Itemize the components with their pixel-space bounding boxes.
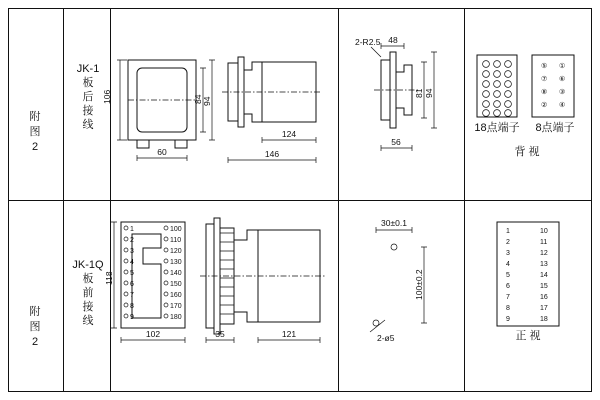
svg-text:8: 8 [506,305,510,312]
svg-text:6: 6 [506,283,510,290]
svg-text:17: 17 [540,305,548,312]
row2-sheet-label-line3: 2 [31,336,39,348]
svg-text:②: ② [541,102,548,109]
row2-model-line5: 线 [82,315,94,327]
svg-text:7: 7 [506,294,510,301]
row2-view-caption: 正 视 [515,330,541,342]
svg-text:12: 12 [540,250,548,257]
row2-sheet-label-line2: 图 [29,321,41,333]
svg-text:118: 118 [104,271,114,285]
row1-view-caption: 背 视 [514,146,540,158]
svg-text:56: 56 [391,137,401,147]
svg-text:81: 81 [414,88,424,98]
svg-text:9: 9 [130,314,134,321]
svg-text:①: ① [559,63,566,70]
svg-text:9: 9 [506,316,510,323]
svg-text:10: 10 [540,228,548,235]
svg-text:1: 1 [506,228,510,235]
svg-text:48: 48 [388,35,398,45]
svg-text:8: 8 [130,303,134,310]
svg-text:7: 7 [130,292,134,299]
row1-model-line2: 板 [82,77,94,89]
svg-text:6: 6 [130,281,134,288]
svg-text:84: 84 [193,94,203,104]
terminal-18-caption: 18点端子 [474,122,520,134]
svg-text:130: 130 [170,259,182,266]
svg-text:④: ④ [559,102,566,109]
svg-text:15: 15 [540,283,548,290]
svg-text:94: 94 [424,88,434,98]
svg-text:110: 110 [170,237,182,244]
svg-text:5: 5 [130,270,134,277]
svg-text:160: 160 [170,292,182,299]
svg-text:146: 146 [264,149,280,159]
svg-text:5: 5 [506,272,510,279]
svg-text:16: 16 [540,294,548,301]
svg-text:120: 120 [170,248,182,255]
svg-text:⑥: ⑥ [559,76,566,83]
svg-text:1: 1 [130,226,134,233]
row2-sheet-label-line1: 附 [29,306,41,318]
svg-text:94: 94 [202,96,212,106]
svg-text:13: 13 [540,261,548,268]
svg-text:60: 60 [157,147,167,157]
svg-text:106: 106 [102,89,112,104]
row2-model-line3: 前 [82,287,94,299]
svg-text:4: 4 [130,259,134,266]
svg-text:150: 150 [170,281,182,288]
svg-text:121: 121 [281,329,297,339]
row1-model-line5: 线 [82,119,94,131]
svg-text:4: 4 [506,261,510,268]
row1-model-line4: 接 [82,105,94,117]
row2-model-line4: 接 [82,301,94,313]
svg-text:⑤: ⑤ [541,63,548,70]
svg-text:30±0.1: 30±0.1 [381,218,407,228]
svg-text:100±0.2: 100±0.2 [414,269,424,300]
svg-text:14: 14 [540,272,548,279]
svg-text:100: 100 [170,226,182,233]
svg-text:124: 124 [281,129,297,139]
svg-text:140: 140 [170,270,182,277]
svg-text:180: 180 [170,314,182,321]
svg-text:⑧: ⑧ [541,89,548,96]
svg-text:⑦: ⑦ [541,76,548,83]
svg-text:2-R2.5: 2-R2.5 [355,37,381,47]
svg-text:2: 2 [506,239,510,246]
svg-text:③: ③ [559,89,566,96]
svg-text:170: 170 [170,303,182,310]
row1-sheet-label-line2: 图 [29,126,41,138]
row1-sheet-label-line3: 2 [31,141,39,153]
svg-text:35: 35 [215,329,225,339]
row1-model-name: JK-1 [76,63,100,75]
svg-text:2: 2 [130,237,134,244]
row2-side-view [200,218,326,343]
svg-text:3: 3 [506,250,510,257]
row2-front-view [104,222,185,343]
svg-text:3: 3 [130,248,134,255]
row1-model-line3: 后 [82,91,94,103]
row2-model-name: JK-1Q [72,259,104,271]
svg-text:2-ø5: 2-ø5 [377,333,395,343]
row2-terminal-table [497,222,559,326]
svg-text:18: 18 [540,316,548,323]
svg-text:11: 11 [540,239,548,246]
row1-sheet-label-line1: 附 [29,111,41,123]
svg-text:102: 102 [145,329,161,339]
row2-panel-view [370,218,427,343]
row2-model-line2: 板 [82,273,94,285]
terminal-8-caption: 8点端子 [535,122,575,134]
